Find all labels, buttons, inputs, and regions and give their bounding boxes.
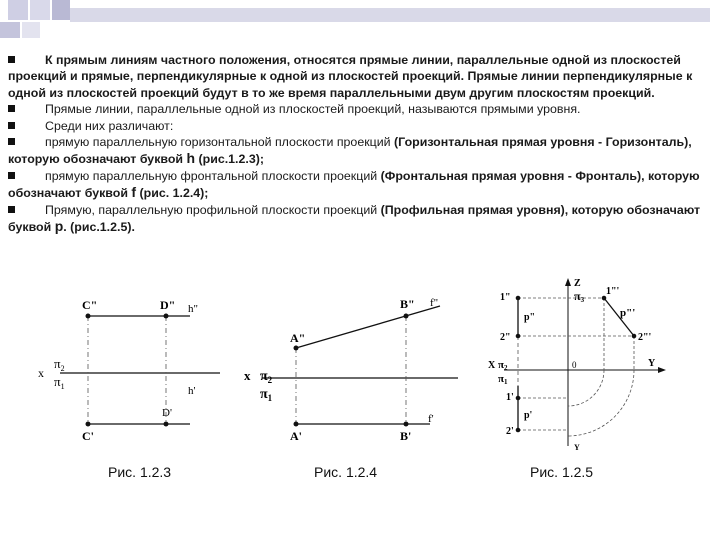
label-origin: 0 xyxy=(572,360,577,370)
label-a2: A" xyxy=(290,331,306,345)
caption-fig-1-2-4: Рис. 1.2.4 xyxy=(314,464,378,480)
label-1-frontal: 1" xyxy=(500,292,511,303)
label-pi1: $\pi_1$ xyxy=(54,374,65,391)
label-2-horizontal: 2' xyxy=(506,426,514,437)
label-z: Z xyxy=(574,278,581,289)
bullet-icon xyxy=(8,122,15,129)
label-2-profile: 2"' xyxy=(638,332,652,343)
paragraph-3: Среди них различают: xyxy=(8,118,708,134)
label-f1: f' xyxy=(428,413,434,425)
bullet-icon xyxy=(8,56,15,63)
figure-profile-line xyxy=(484,274,704,454)
label-1-horizontal: 1' xyxy=(506,392,514,403)
paragraph-2: Прямые линии, параллельные одной из плоскостей проекций, называются прямыми уровня. xyxy=(8,101,708,117)
corner-decoration xyxy=(0,0,720,40)
lecture-text xyxy=(8,52,708,235)
figure-horizontal-line xyxy=(30,290,240,450)
label-x: x xyxy=(244,368,251,383)
label-p-horizontal: p' xyxy=(524,410,533,421)
label-x: X xyxy=(488,360,496,371)
label-y-lower: Y xyxy=(574,443,580,452)
label-f2: f" xyxy=(430,297,439,309)
label-pi2: $\pi_2$ xyxy=(260,369,273,385)
label-c2: C" xyxy=(82,298,98,312)
label-a1: A' xyxy=(290,429,302,443)
label-h1: h' xyxy=(188,385,196,397)
bullet-icon xyxy=(8,105,15,112)
figures-area xyxy=(0,270,720,540)
label-x: x xyxy=(38,366,44,380)
caption-fig-1-2-5: Рис. 1.2.5 xyxy=(530,464,594,480)
label-y: Y xyxy=(648,358,656,369)
figure-frontal-line xyxy=(240,290,470,450)
label-c1: C' xyxy=(82,429,94,443)
label-pi2: π2 xyxy=(498,359,508,372)
label-pi1: π1 xyxy=(498,373,508,386)
label-pi2: $\pi_2$ xyxy=(54,356,65,373)
paragraph-1: К прямым линиям частного положения, относятся прямые линии, параллельные одной из плоскостей проекций и прямые, перпендикулярные к одной из плоскостей проекций. Прямые линии перпендикулярные к одной из плоскостей проекций будут в то же время параллельными двум другим плоскостям проекций. xyxy=(8,53,693,100)
label-2-frontal: 2" xyxy=(500,332,511,343)
paragraph-5: прямую параллельную фронтальной плоскости проекций (Фронтальная прямая уровня - Фронталь), которую обозначают буквой f (рис. 1.2.4); xyxy=(8,168,700,201)
paragraph-4: прямую параллельную горизонтальной плоскости проекций (Горизонтальная прямая уровня - Горизонталь), которую обозначают буквой h (рис.1.2.3); xyxy=(8,135,692,167)
label-1-profile: 1"' xyxy=(606,286,620,297)
label-b1: B' xyxy=(400,429,412,443)
label-b2: B" xyxy=(400,297,415,311)
label-d2: D" xyxy=(160,298,176,312)
label-d1: D' xyxy=(162,407,172,419)
label-p-profile: p"' xyxy=(620,307,636,319)
label-pi3: π3 xyxy=(574,289,585,304)
label-h2: h" xyxy=(188,303,198,315)
bullet-icon xyxy=(8,138,15,145)
bullet-icon xyxy=(8,172,15,179)
label-p-frontal: p" xyxy=(524,312,536,323)
label-pi1: $\pi_1$ xyxy=(260,387,273,403)
caption-fig-1-2-3: Рис. 1.2.3 xyxy=(108,464,172,480)
bullet-icon xyxy=(8,206,15,213)
paragraph-6: Прямую, параллельную профильной плоскости проекций (Профильная прямая уровня), которую обозначают буквой p. (рис.1.2.5). xyxy=(8,202,701,235)
